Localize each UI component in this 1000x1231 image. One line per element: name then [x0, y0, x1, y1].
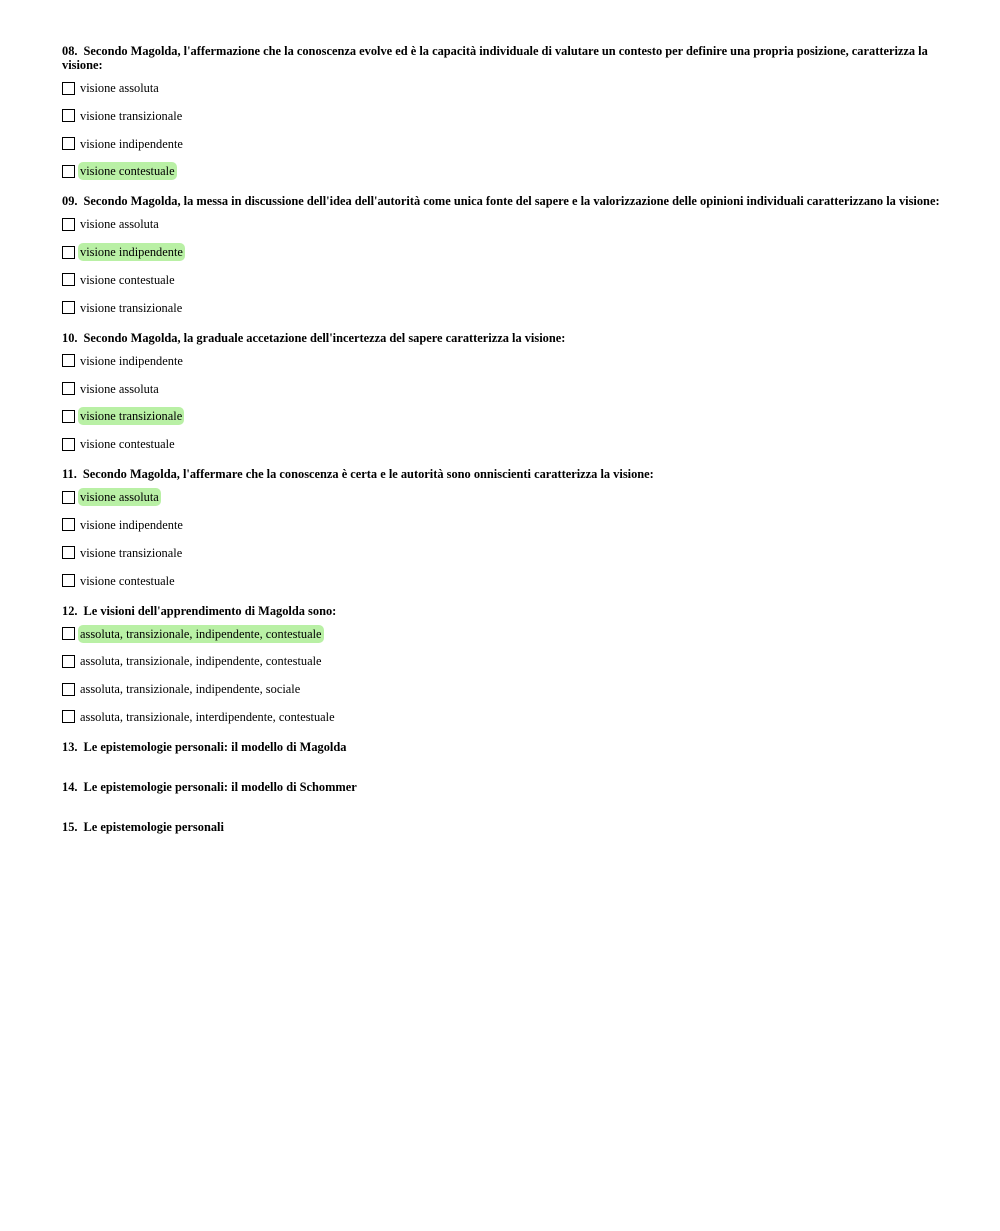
question-number: 08.: [62, 44, 78, 58]
question-text: [62, 467, 942, 481]
answer-label: visione indipendente: [80, 136, 183, 151]
question-number: 09.: [62, 194, 78, 209]
question: [62, 331, 942, 453]
answer-label-correct: assoluta, transizionale, indipendente, contestuale: [80, 626, 322, 641]
topic-text: Le epistemologie personali: [83, 819, 224, 834]
answer-option[interactable]: [62, 135, 942, 153]
answer-option[interactable]: [62, 162, 942, 180]
question-text: [62, 331, 942, 345]
answer-label: assoluta, transizionale, indipendente, contestuale: [80, 654, 322, 669]
question-text: [62, 604, 942, 618]
topic-number: 15.: [62, 819, 78, 834]
question: [62, 604, 942, 726]
answer-checkbox[interactable]: [62, 82, 75, 95]
answer-label-correct: visione transizionale: [80, 409, 183, 424]
question-body: Secondo Magolda, l'affermazione che la conoscenza evolve ed è la capacità individuale di valutare un contesto per definire una propria posizione, caratterizza la visione:: [62, 44, 928, 72]
question-number: 12.: [62, 603, 78, 618]
answer-option[interactable]: [62, 572, 942, 590]
answer-option[interactable]: [62, 488, 942, 506]
answer-checkbox[interactable]: [62, 137, 75, 150]
answer-option[interactable]: [62, 79, 942, 97]
answer-option[interactable]: [62, 625, 942, 643]
answer-label: assoluta, transizionale, indipendente, sociale: [80, 682, 301, 697]
answer-checkbox[interactable]: [62, 627, 75, 640]
question-list: [62, 44, 942, 726]
answer-checkbox[interactable]: [62, 518, 75, 531]
answer-label: visione indipendente: [80, 517, 183, 532]
answer-option[interactable]: [62, 407, 942, 425]
answer-label: visione assoluta: [80, 81, 159, 95]
answer-label: visione transizionale: [80, 108, 183, 123]
answer-option[interactable]: [62, 680, 942, 698]
question-body: Secondo Magolda, l'affermare che la conoscenza è certa e le autorità sono onniscienti caratterizza la visione:: [82, 467, 654, 482]
answer-label: visione transizionale: [80, 545, 183, 560]
answer-checkbox[interactable]: [62, 546, 75, 559]
question-text: [62, 194, 942, 208]
answer-checkbox[interactable]: [62, 218, 75, 231]
question: [62, 194, 942, 316]
answer-checkbox[interactable]: [62, 683, 75, 696]
topic-number: 13.: [62, 739, 78, 754]
topic-heading: [62, 820, 942, 834]
answer-option[interactable]: [62, 435, 942, 453]
quiz-document: [62, 44, 942, 860]
answer-option[interactable]: [62, 516, 942, 534]
question-text: [62, 44, 942, 72]
answer-checkbox[interactable]: [62, 710, 75, 723]
answer-option[interactable]: [62, 380, 942, 398]
answer-checkbox[interactable]: [62, 354, 75, 367]
topic-list: [62, 740, 942, 834]
answer-checkbox[interactable]: [62, 165, 75, 178]
option-list: [62, 215, 942, 316]
question-number: 10.: [62, 330, 78, 345]
answer-checkbox[interactable]: [62, 438, 75, 451]
answer-label: visione contestuale: [80, 573, 175, 588]
question: [62, 467, 942, 589]
answer-option[interactable]: [62, 215, 942, 233]
answer-option[interactable]: [62, 352, 942, 370]
answer-checkbox[interactable]: [62, 574, 75, 587]
topic-heading: [62, 780, 942, 794]
answer-label: visione contestuale: [80, 437, 175, 452]
answer-label: visione assoluta: [80, 381, 159, 396]
topic-heading: [62, 740, 942, 754]
topic-number: 14.: [62, 779, 78, 794]
answer-option[interactable]: [62, 708, 942, 726]
answer-label-correct: visione indipendente: [80, 245, 183, 260]
answer-checkbox[interactable]: [62, 655, 75, 668]
answer-label: visione contestuale: [80, 272, 175, 287]
option-list: [62, 79, 942, 180]
answer-checkbox[interactable]: [62, 246, 75, 259]
answer-label: visione transizionale: [80, 300, 183, 315]
answer-label-correct: visione assoluta: [80, 490, 159, 505]
answer-label: visione assoluta: [80, 217, 159, 232]
answer-checkbox[interactable]: [62, 382, 75, 395]
question: [62, 44, 942, 180]
option-list: [62, 488, 942, 589]
question-body: Secondo Magolda, la graduale accetazione dell'incertezza del sapere caratterizza la visione:: [83, 330, 566, 345]
answer-checkbox[interactable]: [62, 273, 75, 286]
question-body: Le visioni dell'apprendimento di Magolda sono:: [83, 603, 337, 618]
option-list: [62, 625, 942, 726]
answer-option[interactable]: [62, 243, 942, 261]
answer-option[interactable]: [62, 299, 942, 317]
answer-option[interactable]: [62, 544, 942, 562]
option-list: [62, 352, 942, 453]
answer-option[interactable]: [62, 652, 942, 670]
answer-checkbox[interactable]: [62, 109, 75, 122]
answer-option[interactable]: [62, 271, 942, 289]
answer-label: visione indipendente: [80, 353, 183, 368]
topic-text: Le epistemologie personali: il modello di Magolda: [83, 739, 347, 754]
answer-checkbox[interactable]: [62, 301, 75, 314]
answer-checkbox[interactable]: [62, 410, 75, 423]
question-number: 11.: [62, 467, 77, 482]
answer-option[interactable]: [62, 107, 942, 125]
topic-text: Le epistemologie personali: il modello di Schommer: [83, 779, 357, 794]
question-body: Secondo Magolda, la messa in discussione dell'idea dell'autorità come unica fonte del sapere e la valorizzazione delle opinioni individuali caratterizzano la visione:: [83, 194, 940, 209]
answer-label: assoluta, transizionale, interdipendente, contestuale: [80, 709, 335, 724]
answer-label-correct: visione contestuale: [80, 164, 175, 179]
answer-checkbox[interactable]: [62, 491, 75, 504]
